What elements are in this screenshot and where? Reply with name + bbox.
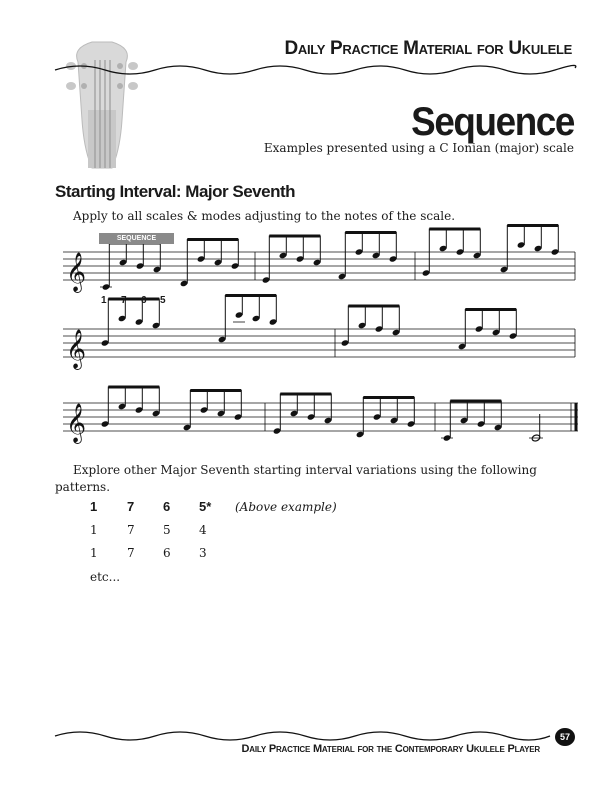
- pattern-cell: 7: [127, 499, 135, 514]
- pattern-note: (Above example): [235, 500, 337, 514]
- pattern-cell: 1: [90, 546, 98, 560]
- note-beam: [269, 235, 320, 238]
- note-beam: [450, 400, 501, 403]
- pattern-cell: 1: [90, 499, 98, 514]
- note-beam: [187, 238, 238, 241]
- pattern-cell: 4: [199, 523, 207, 537]
- eighth-note-groups: [100, 224, 559, 442]
- fingering-number: 1: [101, 295, 107, 306]
- header-title: Daily Practice Material for Ukulele: [284, 38, 572, 59]
- note-beam: [108, 298, 159, 301]
- ukulele-headstock-icon: [66, 42, 138, 168]
- instruction-text: Apply to all scales & modes adjusting to the notes of the scale.: [73, 209, 456, 223]
- note-beam: [507, 224, 558, 227]
- note-beam: [345, 231, 396, 234]
- note-beam: [108, 386, 159, 389]
- page-subtitle: Examples presented using a C Ionian (major) scale: [263, 141, 574, 155]
- page-number: 57: [555, 728, 575, 746]
- treble-clef-icon: 𝄞: [66, 403, 87, 443]
- pattern-cell: 7: [127, 546, 135, 560]
- note-beam: [225, 294, 276, 297]
- sequence-label: SEQUENCE: [99, 233, 174, 244]
- footer-title: Daily Practice Material for the Contemporary Ukulele Player: [241, 743, 540, 755]
- pattern-cell: 5: [163, 523, 171, 537]
- treble-clef-icon: 𝄞: [66, 252, 87, 292]
- pattern-cell: 5*: [199, 499, 212, 514]
- footer-wave-rule: [55, 732, 550, 740]
- note-beam: [465, 308, 516, 311]
- note-beam: [348, 305, 399, 308]
- note-beam: [280, 393, 331, 396]
- note-beam: [429, 228, 480, 231]
- fingering-number: 7: [121, 295, 127, 306]
- pattern-etc: etc...: [90, 570, 121, 584]
- pattern-cell: 6: [163, 546, 171, 560]
- explore-text: Explore other Major Seventh starting interval variations using the following patterns.: [55, 463, 537, 494]
- pattern-cell: 7: [127, 523, 135, 537]
- pattern-cell: 1: [90, 523, 98, 537]
- section-heading: Starting Interval: Major Seventh: [55, 182, 295, 201]
- note-beam: [363, 396, 414, 399]
- treble-clef-icon: 𝄞: [66, 329, 87, 369]
- fingering-number: 5: [160, 295, 166, 306]
- pattern-cell: 6: [163, 499, 171, 514]
- page-title: Sequence: [411, 100, 574, 144]
- note-beam: [190, 389, 241, 392]
- pattern-cell: 3: [199, 546, 207, 560]
- fingering-number: 6: [141, 295, 147, 306]
